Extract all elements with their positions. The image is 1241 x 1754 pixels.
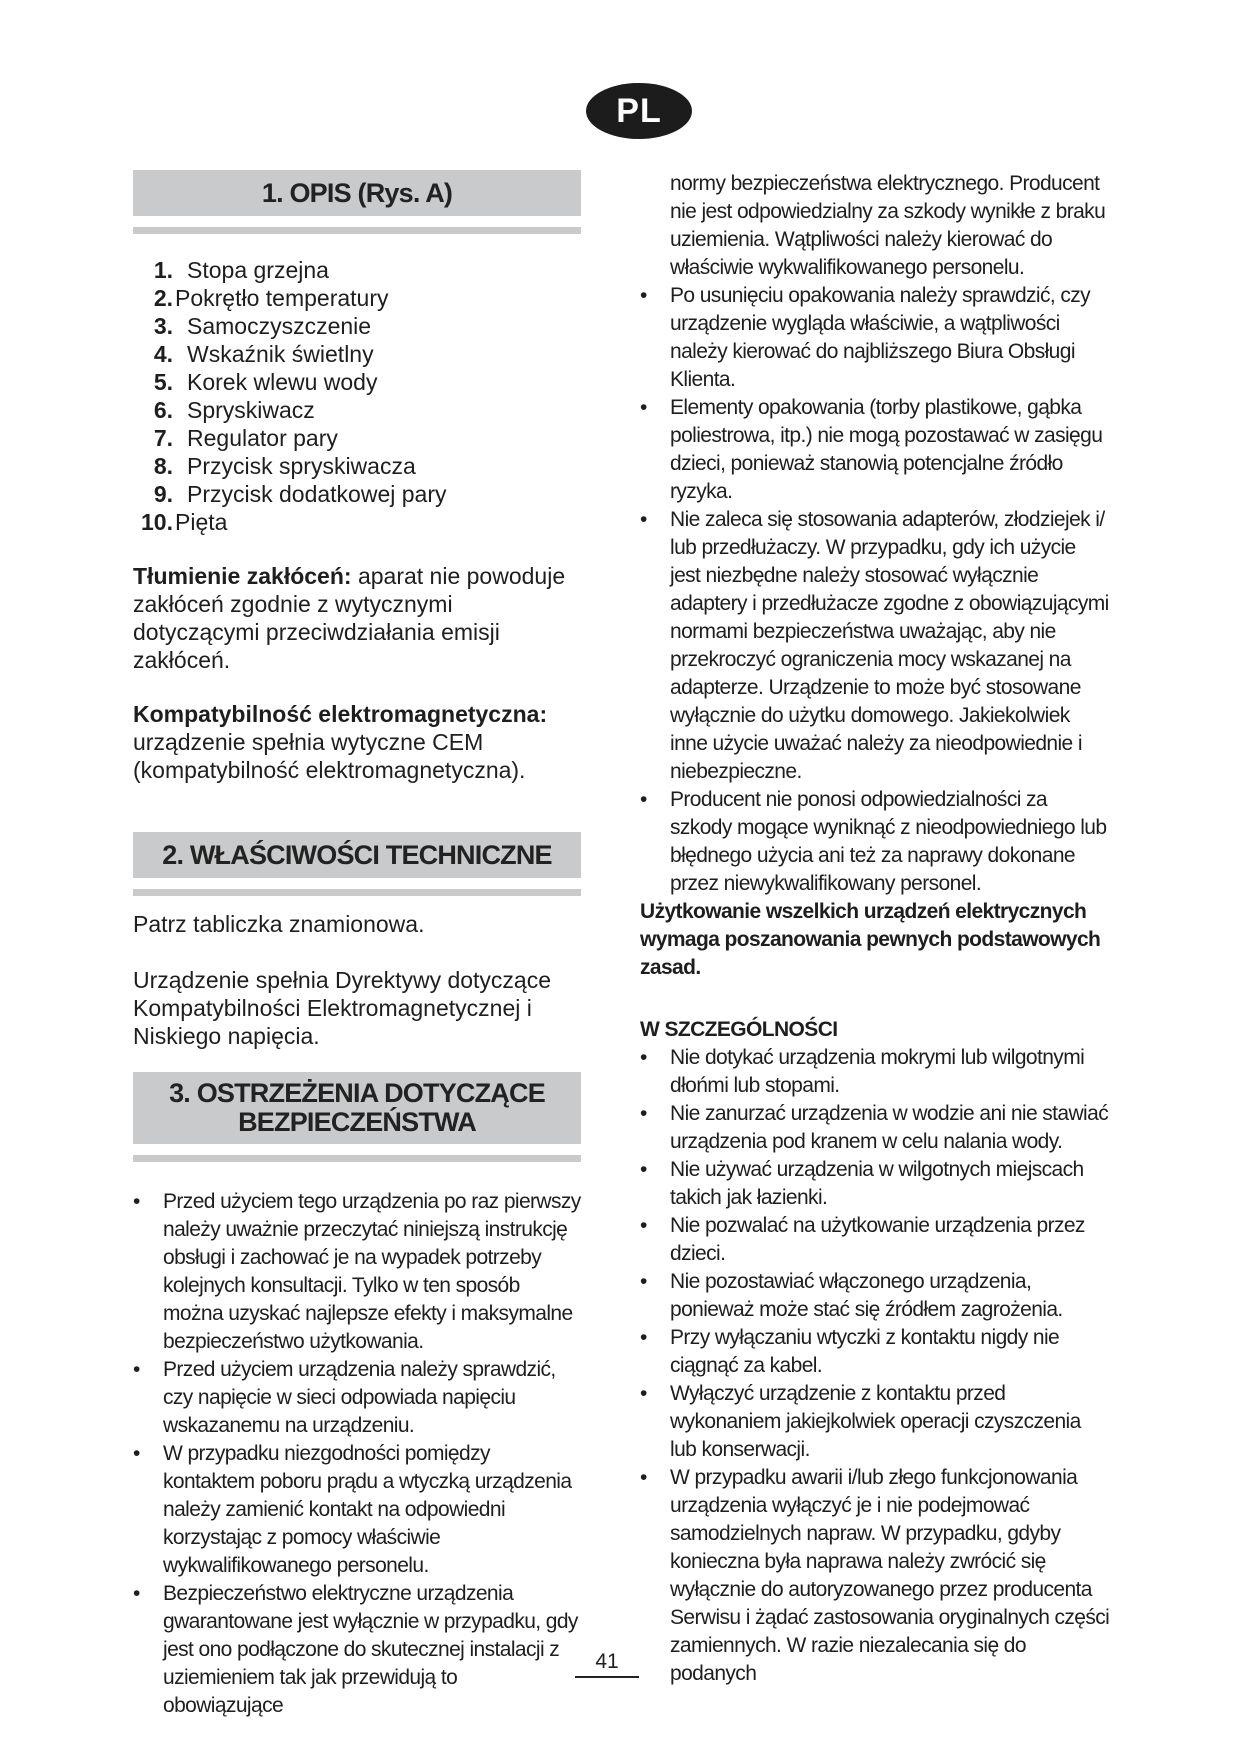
interference-text: aparat nie powoduje zakłóceń zgodnie z wytycznymi dotyczącymi przeciwdziałania emisji zakłóceń.: [133, 563, 566, 673]
list-item: • Wyłączyć urządzenie z kontaktu przed wykonaniem jakiejkolwiek operacji czyszczenia lub konserwacji.: [640, 1382, 1081, 1461]
list-item: • W przypadku niezgodności pomiędzy kontaktem poboru prądu a wtyczką urządzenia należy zamienić kontakt na odpowiedni korzystając z pomocy właściwie wykwalifikowanego personelu.: [133, 1442, 572, 1577]
list-item: • Przy wyłączaniu wtyczki z kontaktu nigdy nie ciągnąć za kabel.: [640, 1326, 1060, 1377]
emc-paragraph: [133, 700, 581, 784]
list-item: • Nie pozwalać na użytkowanie urządzenia przez dzieci.: [640, 1214, 1085, 1265]
page-number: 41: [575, 1650, 639, 1678]
list-item: 8. Przycisk spryskiwacza: [153, 453, 416, 479]
emc-text: urządzenie spełnia wytyczne CEM (kompatybilność elektromagnetyczna).: [133, 729, 526, 783]
list-item: • Bezpieczeństwo elektryczne urządzenia gwarantowane jest wyłącznie w przypadku, gdy jest ono podłączone do skutecznej instalacji z uziemieniem tak jak przewidują to obowiązujące: [133, 1582, 578, 1717]
section-divider: [133, 1155, 581, 1162]
list-item: 9. Przycisk dodatkowej pary: [153, 481, 447, 507]
section-divider: [133, 889, 581, 896]
section3-title-line1: 3. OSTRZEŻENIA DOTYCZĄCE: [169, 1078, 545, 1108]
list-item: • Nie dotykać urządzenia mokrymi lub wilgotnymi dłońmi lub stopami.: [640, 1046, 1085, 1097]
list-item: 5. Korek wlewu wody: [153, 369, 378, 395]
list-item: • Nie używać urządzenia w wilgotnych miejscach takich jak łazienki.: [640, 1158, 1084, 1209]
section1-title: 1. OPIS (Rys. A): [133, 170, 581, 216]
nameplate-text: Patrz tabliczka znamionowa.: [133, 911, 425, 937]
section3-title: [133, 1072, 581, 1144]
right-column: [640, 170, 1110, 1688]
list-item: • Nie zanurzać urządzenia w wodzie ani nie stawiać urządzenia pod kranem w celu nalania wody.: [640, 1102, 1109, 1153]
safety-bullets-left: [133, 1188, 581, 1720]
subheading: W SZCZEGÓLNOŚCI: [640, 1018, 838, 1041]
continued-text: normy bezpieczeństwa elektrycznego. Producent nie jest odpowiedzialny za szkody wynikłe z braku uziemienia. Wątpliwości należy kierować do właściwie wykwalifikowanego personelu.: [670, 172, 1106, 279]
interference-paragraph: [133, 562, 581, 674]
list-item: • Nie pozostawiać włączonego urządzenia, ponieważ może stać się źródłem zagrożenia.: [640, 1270, 1063, 1321]
bold-note: Użytkowanie wszelkich urządzeń elektrycznych wymaga poszanowania pewnych podstawowych zasad.: [640, 900, 1101, 979]
left-column: [133, 170, 581, 1720]
list-item: • Przed użyciem tego urządzenia po raz pierwszy należy uważnie przeczytać niniejszą instrukcję obsługi i zachować je na wypadek potrzeby kolejnych konsultacji. Tylko w ten sposób można uzyskać najlepsze efekty i maksymalne bezpieczeństwo użytkowania.: [133, 1190, 581, 1353]
list-item: 7. Regulator pary: [153, 425, 338, 451]
parts-list: [133, 256, 581, 536]
specific-bullets: [640, 1044, 1110, 1688]
section2-header: [133, 832, 581, 896]
list-item: 10. Pięta: [141, 509, 228, 535]
directives-text: Urządzenie spełnia Dyrektywy dotyczące Kompatybilności Elektromagnetycznej i Niskiego napięcia.: [133, 967, 552, 1049]
list-item: • Nie zaleca się stosowania adapterów, złodziejek i/ lub przedłużaczy. W przypadku, gdy ich użycie jest niezbędne należy stosować wyłącznie adaptery i przedłużacze zgodne z obowiązującymi normami bezpieczeństwa uważając, aby nie przekroczyć ograniczenia mocy wskazanej na adapterze. Urządzenie to może być stosowane wyłącznie do użytku domowego. Jakiekolwiek inne użycie uważać należy za nieodpowiednie i niebezpieczne.: [640, 508, 1109, 783]
section3-title-line2: BEZPIECZEŃSTWA: [238, 1107, 476, 1137]
section2-title: 2. WŁAŚCIWOŚCI TECHNICZNE: [133, 832, 581, 878]
emc-label: Kompatybilność elektromagnetyczna:: [133, 701, 548, 727]
list-item: 2. Pokrętło temperatury: [153, 285, 389, 311]
list-item: 1. Stopa grzejna: [153, 257, 329, 283]
list-item: 4. Wskaźnik świetlny: [153, 341, 374, 367]
section-divider: [133, 227, 581, 234]
list-item: • Elementy opakowania (torby plastikowe, gąbka poliestrowa, itp.) nie mogą pozostawać w zasięgu dzieci, ponieważ stanowią potencjalne źródło ryzyka.: [640, 396, 1103, 503]
list-item: • W przypadku awarii i/lub złego funkcjonowania urządzenia wyłączyć je i nie podejmować samodzielnych napraw. W przypadku, gdyby konieczna była naprawa należy zwrócić się wyłącznie do autoryzowanego przez producenta Serwisu i żądać zastosowania oryginalnych części zamiennych. W razie niezalecania się do podanych: [640, 1466, 1110, 1685]
list-item: 6. Spryskiwacz: [153, 397, 315, 423]
list-item: • Producent nie ponosi odpowiedzialności za szkody mogące wyniknąć z nieodpowiedniego lub błędnego użycia ani też za naprawy dokonane przez niewykwalifikowany personel.: [640, 788, 1107, 895]
section3-header: [133, 1072, 581, 1162]
language-badge: PL: [586, 83, 692, 139]
list-item: • Po usunięciu opakowania należy sprawdzić, czy urządzenie wygląda właściwie, a wątpliwości należy kierować do najbliższego Biura Obsługi Klienta.: [640, 284, 1091, 391]
list-item: • Przed użyciem urządzenia należy sprawdzić, czy napięcie w sieci odpowiada napięciu wskazanemu na urządzeniu.: [133, 1358, 556, 1437]
list-item: 3. Samoczyszczenie: [153, 313, 372, 339]
section1-header: [133, 170, 581, 234]
safety-bullets-right: [640, 282, 1110, 898]
interference-label: Tłumienie zakłóceń:: [133, 563, 352, 589]
